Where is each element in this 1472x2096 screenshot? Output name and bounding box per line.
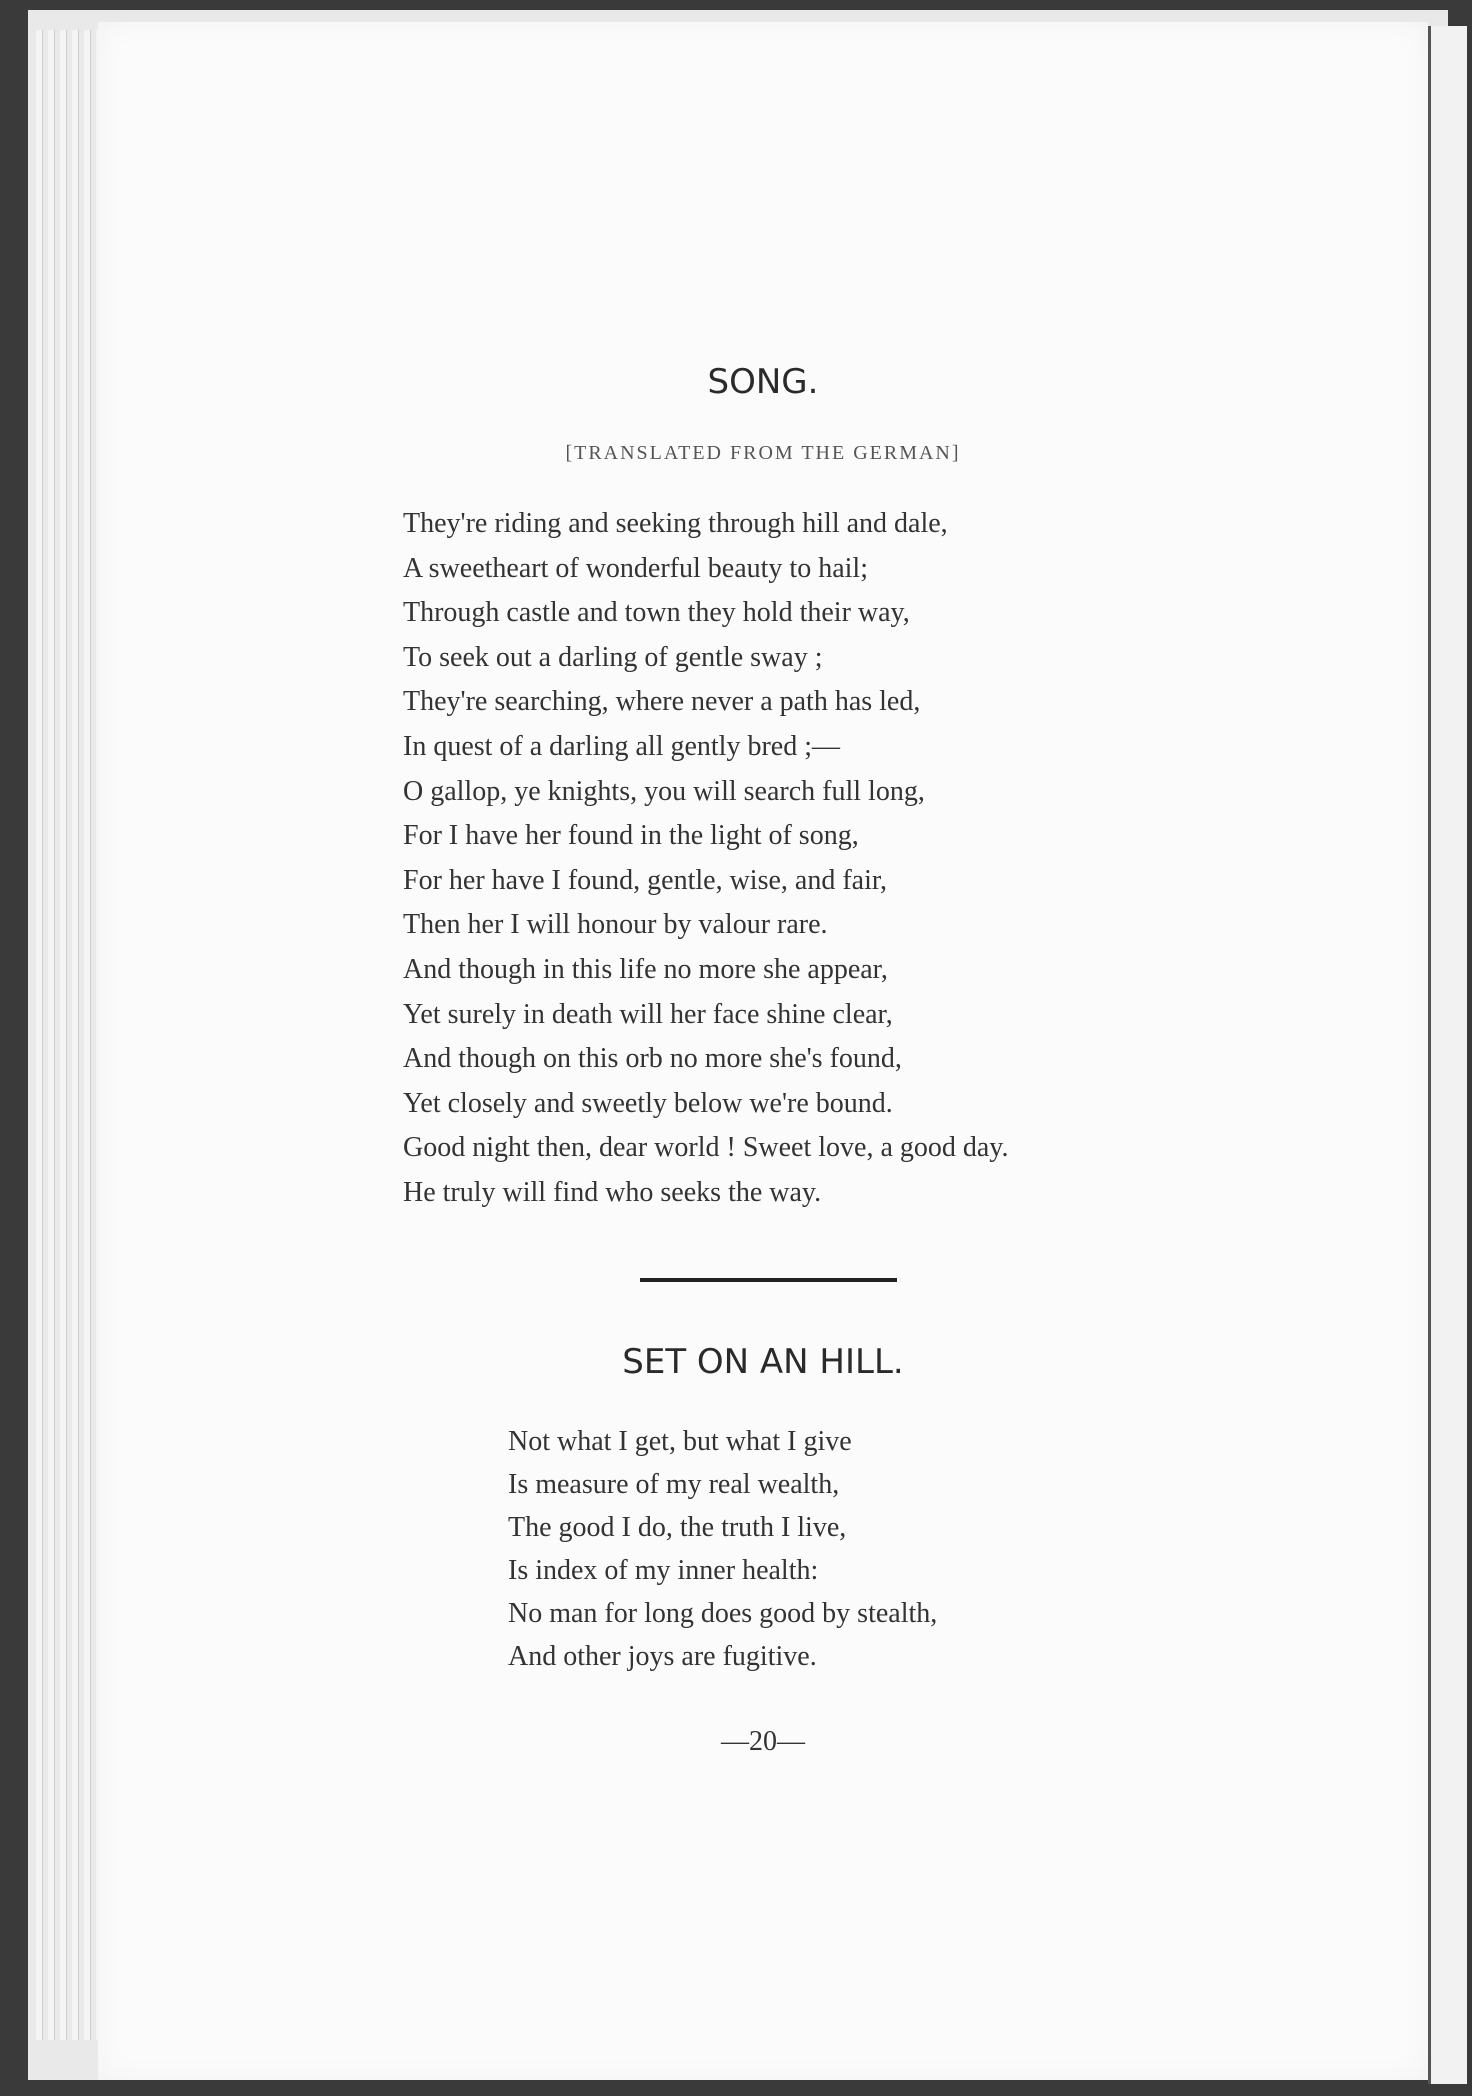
poem-line: He truly will find who seeks the way. [403,1176,822,1208]
song-poem [403,502,1303,1216]
page-edge [84,30,91,2040]
poem-line: They're riding and seeking through hill and dale, [403,508,948,539]
poem-line: O gallop, ye knights, you will search full long, [403,775,925,807]
poem-line: They're searching, where never a path has led, [403,686,921,718]
poem-line: For her have I found, gentle, wise, and fair, [403,864,888,896]
song-title: SONG. [707,362,819,402]
page-number: —20— [721,1726,805,1757]
poem-line: Good night then, dear world ! Sweet love, a good day. [403,1132,1009,1164]
poem-line: In quest of a darling all gently bred ;— [403,730,840,762]
page-edge [60,30,67,2040]
song-subtitle: [TRANSLATED FROM THE GERMAN] [565,442,961,464]
poem-line: Is index of my inner health: [508,1555,819,1586]
poem-line: Through castle and town they hold their way, [403,597,910,629]
page-edge [36,30,43,2040]
book-page [98,22,1428,2080]
poem-line: Then her I will honour by valour rare. [403,909,828,941]
poem-line: Not what I get, but what I give [508,1426,852,1457]
hill-poem [508,1420,1208,1678]
poem-line: No man for long does good by stealth, [508,1598,938,1629]
section-divider [640,1278,897,1282]
poem-line: And other joys are fugitive. [508,1641,817,1672]
poem-line: To seek out a darling of gentle sway ; [403,641,823,673]
poem-line: A sweetheart of wonderful beauty to hail; [403,552,868,584]
page-edge [72,30,79,2040]
poem-line: And though on this orb no more she's found, [403,1043,902,1075]
page-edge [48,30,55,2040]
poem-line: The good I do, the truth I live, [508,1512,847,1543]
poem-line: For I have her found in the light of song, [403,820,859,852]
facing-page-edge [1428,26,1467,2084]
hill-title: SET ON AN HILL. [622,1342,904,1382]
poem-line: Yet surely in death will her face shine clear, [403,998,893,1030]
poem-line: Is measure of my real wealth, [508,1469,840,1500]
poem-line: And though in this life no more she appear, [403,953,888,985]
poem-line: Yet closely and sweetly below we're bound. [403,1087,893,1119]
